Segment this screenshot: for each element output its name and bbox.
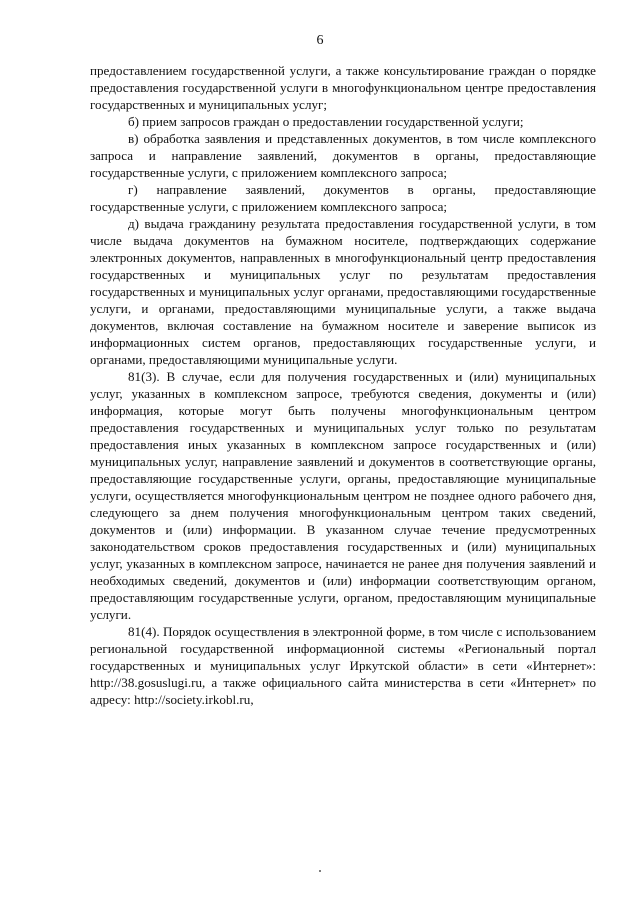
paragraph-item-g: г) направление заявлений, документов в органы, предоставляющие государственные услуги, с приложением комплексного запроса; <box>90 182 596 214</box>
document-body <box>90 62 596 708</box>
paragraph-81-4: 81(4). Порядок осуществления в электронной форме, в том числе с использованием региональной государственной информационной системы «Региональный портал государственных и муниципальных услуг Иркутской области» в сети «Интернет»: http://38.gosuslugi.ru, а также официального сайта министерства в сети «Интернет» по адресу: http://society.irkobl.ru, <box>90 624 596 707</box>
paragraph-continuation: предоставлением государственной услуги, а также консультирование граждан о порядке предоставления государственной услуги в многофункциональном центре предоставления государственных и муниципальных услуг; <box>90 63 596 112</box>
scan-speck <box>319 870 321 872</box>
page-number: 6 <box>316 33 324 48</box>
paragraph-item-d: д) выдача гражданину результата предоставления государственной услуги, в том числе выдача документов на бумажном носителе, подтверждающих содержание электронных документов, направленных в многофункциональный центр предоставления государственных и муниципальных услуг по результатам предоставления государственных и муниципальных услуг органами, предоставляющими государственные услуги, и органами, предоставляющими муниципальные услуги, а также выдача документов, включая составление на бумажном носителе и заверение выписок из информационных систем органов, предоставляющих государственные услуги, и органами, предоставляющими муниципальные услуги. <box>90 216 596 367</box>
paragraph-item-v: в) обработка заявления и представленных документов, в том числе комплексного запроса и направление заявлений, документов в органы, предоставляющие государственные услуги, с приложением комплексного запроса; <box>90 131 596 180</box>
paragraph-81-3: 81(3). В случае, если для получения государственных и (или) муниципальных услуг, указанных в комплексном запросе, требуются сведения, документы и (или) информация, которые могут быть получены многофункциональным центром предоставления государственных и муниципальных услуг только по результатам предоставления иных указанных в комплексном запросе государственных и (или) муниципальных услуг, направление заявлений и документов в соответствующие органы, предоставляющие государственные услуги, органы, предоставляющие муниципальные услуги, осуществляется многофункциональным центром не позднее одного рабочего дня, следующего за днем получения многофункциональным центром таких сведений, документов и (или) информации. В указанном случае течение предусмотренных законодательством сроков предоставления государственных и (или) муниципальных услуг, указанных в комплексном запросе, начинается не ранее дня получения заявлений и необходимых сведений, документов и (или) информации соответствующим органом, предоставляющим государственные услуги, органом, предоставляющим муниципальные услуги. <box>90 369 596 622</box>
paragraph-item-b: б) прием запросов граждан о предоставлении государственной услуги; <box>128 114 524 129</box>
